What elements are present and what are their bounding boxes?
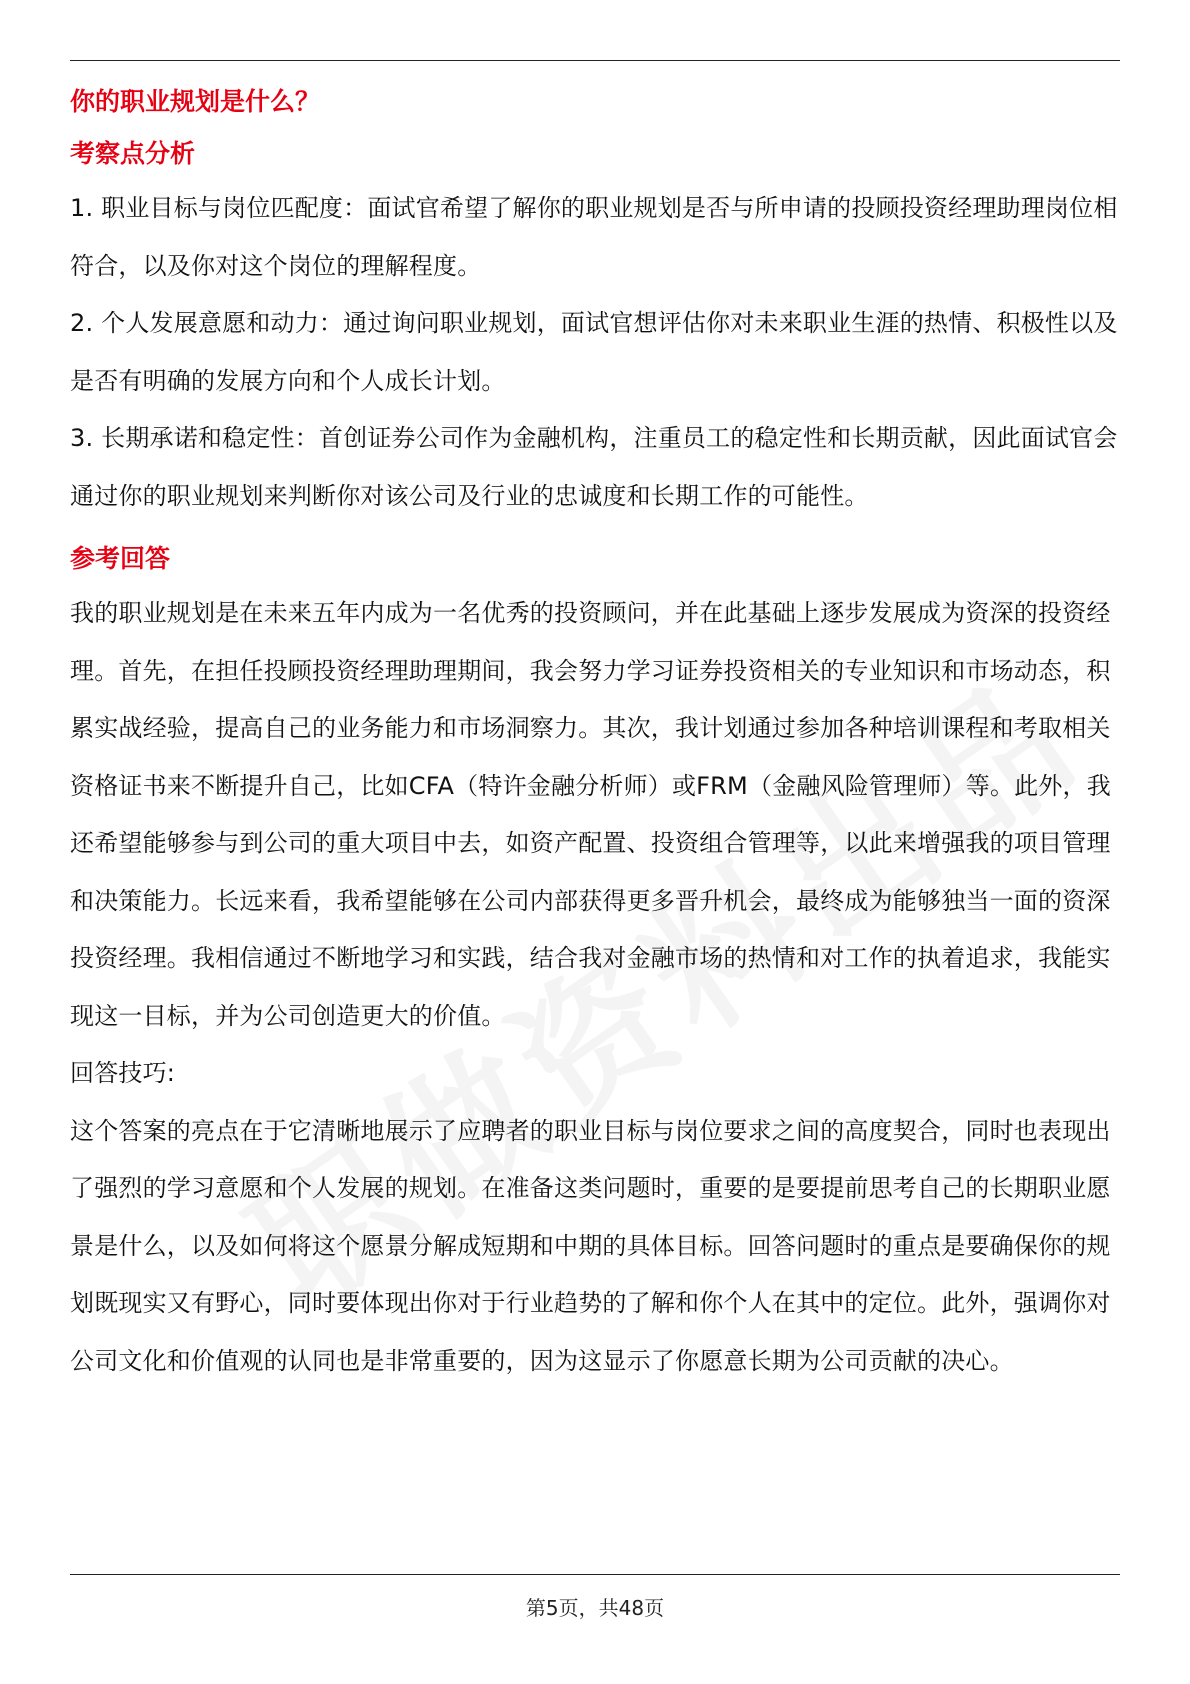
footer-rule	[70, 1574, 1120, 1575]
tips-label: 回答技巧:	[70, 1059, 176, 1087]
answer-body: 我的职业规划是在未来五年内成为一名优秀的投资顾问，并在此基础上逐步发展成为资深的投资经理。首先，在担任投顾投资经理助理期间，我会努力学习证券投资相关的专业知识和市场动态，积累实战经验，提高自己的业务能力和市场洞察力。其次，我计划通过参加各种培训课程和考取相关资格证书来不断提升自己，比如CFA（特许金融分析师）或FRM（金融风险管理师）等。此外，我还希望能够参与到公司的重大项目中去，如资产配置、投资组合管理等，以此来增强我的项目管理和决策能力。长远来看，我希望能够在公司内部获得更多晋升机会，最终成为能够独当一面的资深投资经理。我相信通过不断地学习和实践，结合我对金融市场的热情和对工作的执着追求，我能实现这一目标，并为公司创造更大的价值。	[70, 599, 1111, 1030]
tips-body: 这个答案的亮点在于它清晰地展示了应聘者的职业目标与岗位要求之间的高度契合，同时也表现出了强烈的学习意愿和个人发展的规划。在准备这类问题时，重要的是要提前思考自己的长期职业愿景是什么，以及如何将这个愿景分解成短期和中期的具体目标。回答问题时的重点是要确保你的规划既现实又有野心，同时要体现出你对于行业趋势的了解和你个人在其中的定位。此外，强调你对公司文化和价值观的认同也是非常重要的，因为这显示了你愿意长期为公司贡献的决心。	[70, 1116, 1111, 1375]
header-rule	[70, 60, 1120, 61]
analysis-point: 3. 长期承诺和稳定性：首创证券公司作为金融机构，注重员工的稳定性和长期贡献，因此面试官会通过你的职业规划来判断你对该公司及行业的忠诚度和长期工作的可能性。	[70, 424, 1118, 510]
document-body	[70, 76, 1120, 1390]
analysis-heading: 考察点分析	[70, 139, 196, 168]
analysis-point: 2. 个人发展意愿和动力：通过询问职业规划，面试官想评估你对未来职业生涯的热情、积极性以及是否有明确的发展方向和个人成长计划。	[70, 309, 1118, 395]
analysis-point: 1. 职业目标与岗位匹配度：面试官希望了解你的职业规划是否与所申请的投顾投资经理助理岗位相符合，以及你对这个岗位的理解程度。	[70, 194, 1118, 280]
question-title: 你的职业规划是什么？	[70, 87, 321, 116]
page-number: 第5页，共48页	[525, 1596, 665, 1620]
answer-heading: 参考回答	[70, 544, 171, 573]
